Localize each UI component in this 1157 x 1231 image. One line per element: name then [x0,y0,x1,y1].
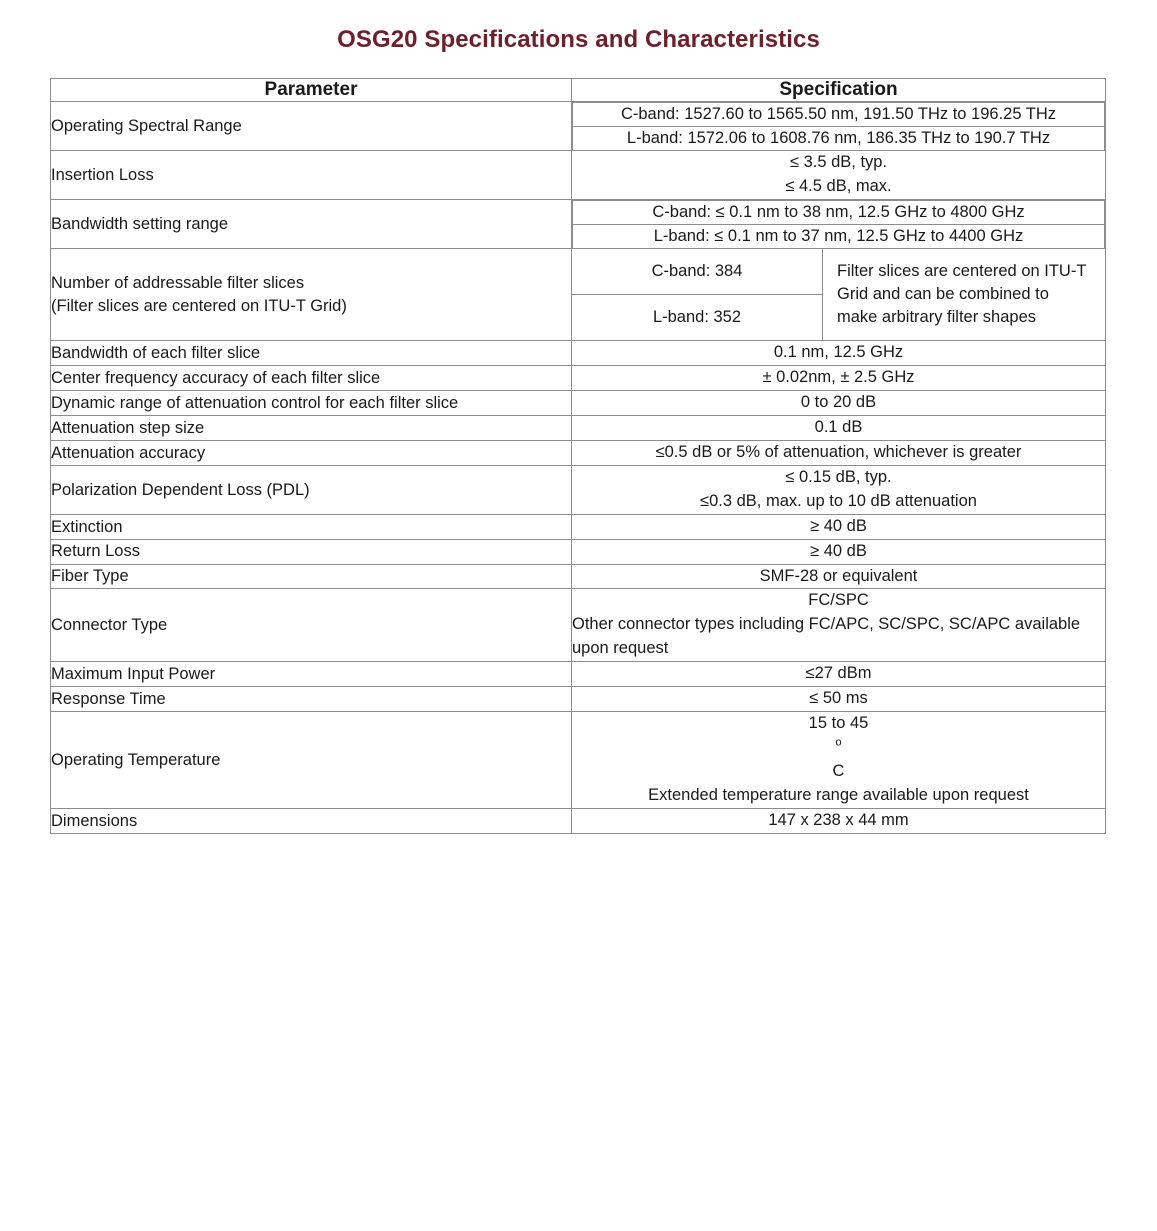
row-value [572,712,1106,809]
row-parameter: Bandwidth of each filter slice [51,341,572,366]
table-row [51,151,1106,200]
row-value [572,151,1106,200]
row-parameter: Attenuation accuracy [51,440,572,465]
row-parameter: Maximum Input Power [51,662,572,687]
row-parameter: Bandwidth setting range [51,200,572,249]
row-parameter: Operating Temperature [51,712,572,809]
value-line: C-band: ≤ 0.1 nm to 38 nm, 12.5 GHz to 4800 GHz [573,201,1105,225]
page-title: OSG20 Specifications and Characteristics [337,26,820,53]
row-parameter: Fiber Type [51,564,572,589]
degree-symbol: o [835,736,842,749]
value-line: L-band: 352 [652,308,742,327]
row-value: SMF-28 or equivalent [572,564,1106,589]
specifications-table [50,78,1106,834]
value-line: ≤0.3 dB, max. up to 10 dB attenuation [700,491,977,510]
table-row [51,662,1106,687]
row-parameter: Return Loss [51,539,572,564]
temperature-range: 15 to 45 [808,714,869,733]
table-row [51,249,1106,341]
value-line: L-band: 1572.06 to 1608.76 nm, 186.35 THz to 190.7 THz [573,127,1105,151]
value-line: FC/SPC [808,591,869,610]
row-value: ≥ 40 dB [572,514,1106,539]
table-row [51,440,1106,465]
row-parameter: Operating Spectral Range [51,102,572,151]
row-value [572,589,1106,662]
row-parameter: Polarization Dependent Loss (PDL) [51,465,572,514]
filter-slice-note: Filter slices are centered on ITU-T Grid and can be combined to make arbitrary filter shapes [837,261,1087,327]
table-row [51,415,1106,440]
column-header-specification: Specification [572,79,1106,102]
row-parameter: Attenuation step size [51,415,572,440]
row-value: 147 x 238 x 44 mm [572,808,1106,833]
value-line: ≤ 3.5 dB, typ. [789,153,888,172]
row-parameter: Connector Type [51,589,572,662]
value-line: ≤ 4.5 dB, max. [785,177,892,196]
column-header-parameter: Parameter [51,79,572,102]
table-row [51,539,1106,564]
row-parameter: Response Time [51,687,572,712]
value-line: Other connector types including FC/APC, SC/SPC, SC/APC available upon request [572,615,1081,658]
row-parameter-line1: Number of addressable filter slices [51,274,305,293]
row-value: 0.1 dB [572,415,1106,440]
row-parameter: Dynamic range of attenuation control for each filter slice [51,391,572,416]
row-value: 0 to 20 dB [572,391,1106,416]
row-value [572,249,1106,341]
row-parameter: Insertion Loss [51,151,572,200]
table-row [51,514,1106,539]
row-parameter [51,249,572,341]
table-row [51,366,1106,391]
row-value: ≥ 40 dB [572,539,1106,564]
table-row [51,712,1106,809]
value-sub-table [572,200,1105,248]
table-row [51,465,1106,514]
row-value [572,200,1106,249]
row-value: ± 0.02nm, ± 2.5 GHz [572,366,1106,391]
value-line [572,712,1105,784]
row-value [572,465,1106,514]
table-row [51,687,1106,712]
value-line: C-band: 384 [572,249,822,295]
row-parameter: Extinction [51,514,572,539]
row-parameter: Center frequency accuracy of each filter slice [51,366,572,391]
table-row [51,564,1106,589]
table-row [51,102,1106,151]
table-row [51,808,1106,833]
row-value [572,102,1106,151]
row-value: ≤ 50 ms [572,687,1106,712]
row-value: ≤27 dBm [572,662,1106,687]
value-line: Extended temperature range available upon request [648,785,1029,804]
row-parameter: Dimensions [51,808,572,833]
table-row [51,200,1106,249]
value-sub-table [572,102,1105,150]
row-value: 0.1 nm, 12.5 GHz [572,341,1106,366]
table-row [51,589,1106,662]
table-row [51,391,1106,416]
row-value: ≤0.5 dB or 5% of attenuation, whichever is greater [572,440,1106,465]
value-line: C-band: 1527.60 to 1565.50 nm, 191.50 THz to 196.25 THz [573,103,1105,127]
table-row [51,341,1106,366]
temperature-unit: C [832,761,845,780]
table-header-row [51,79,1106,102]
value-line: L-band: ≤ 0.1 nm to 37 nm, 12.5 GHz to 4400 GHz [573,225,1105,249]
row-parameter-line2: (Filter slices are centered on ITU-T Grid) [51,296,347,315]
filter-slice-counts [572,249,823,340]
value-line: ≤ 0.15 dB, typ. [785,467,892,486]
